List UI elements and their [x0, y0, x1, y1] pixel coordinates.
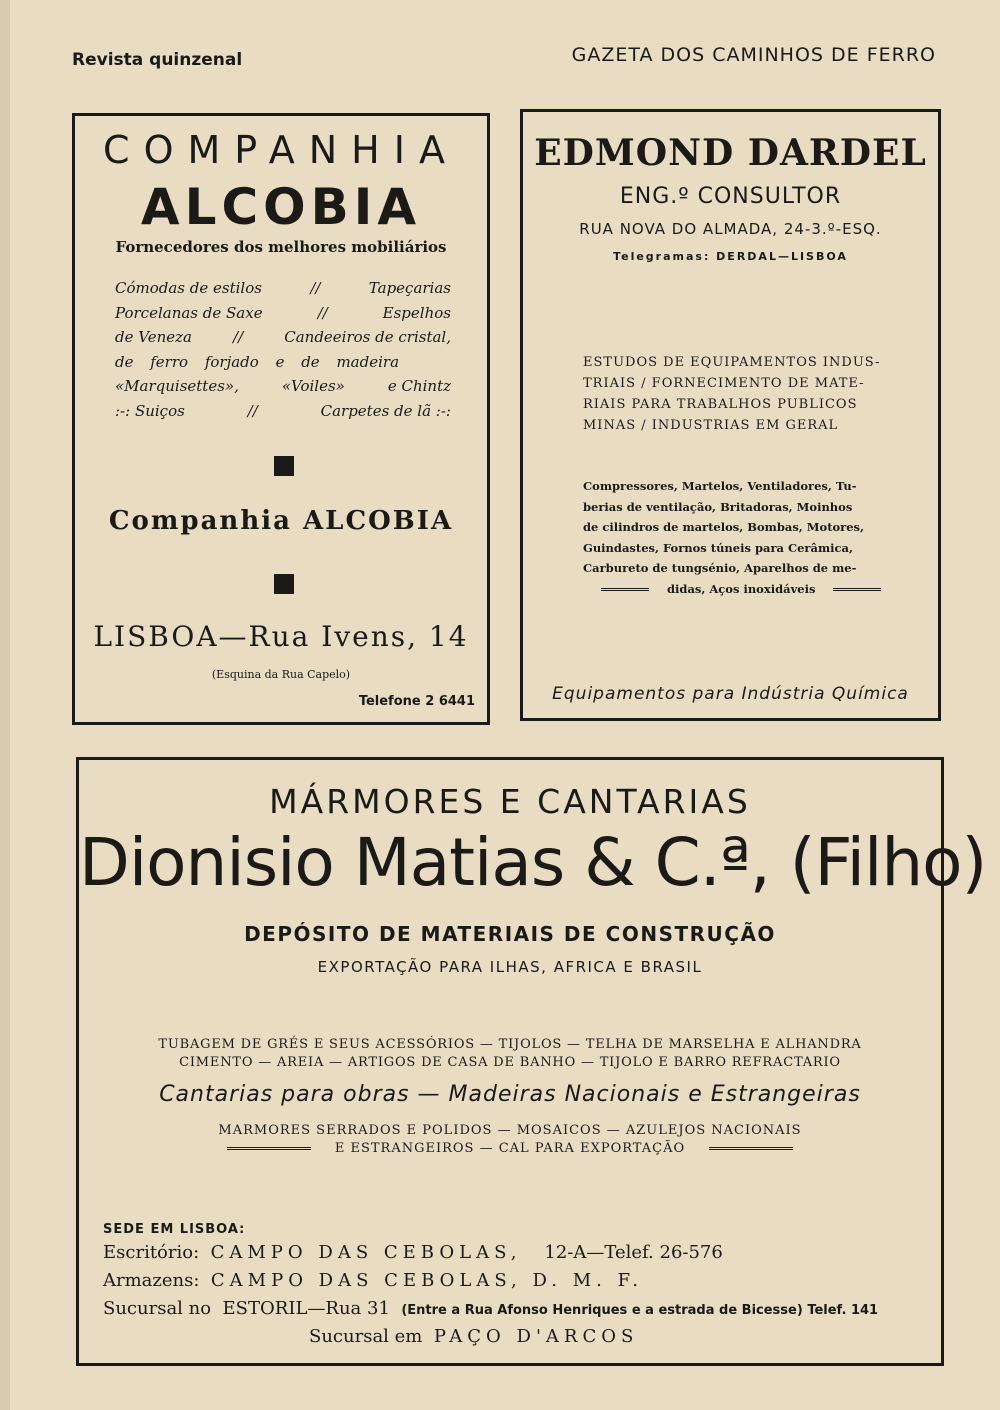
matias-materials — [131, 1036, 889, 1072]
alcobia-title-line1: COMPANHIA — [103, 128, 459, 172]
list-item: RIAIS PARA TRABALHOS PUBLICOS — [583, 397, 858, 412]
dardel-products — [583, 476, 880, 599]
list-item: :-: Suiços // Carpetes de lã :-: — [115, 401, 451, 420]
dardel-address: RUA NOVA DO ALMADA, 24-3.º-ESQ. — [579, 220, 882, 238]
ad-dionisio-matias — [76, 757, 987, 1366]
dardel-studies — [583, 352, 881, 436]
alcobia-address: LISBOA—Rua Ivens, 14 — [93, 620, 469, 653]
dardel-footer: Equipamentos para Indústria Química — [552, 684, 909, 704]
matias-sucursal-estoril: Sucursal no ESTORIL—Rua 31 (Entre a Rua Afonso Henriques e a estrada de Bicesse) Telef. 141 — [103, 1298, 879, 1319]
alcobia-phone: Telefone 2 6441 — [358, 694, 475, 709]
double-rule — [601, 588, 649, 591]
list-item: Carbureto de tungsénio, Aparelhos de me- — [583, 561, 857, 575]
matias-subheading: DEPÓSITO DE MATERIAIS DE CONSTRUÇÃO — [244, 922, 776, 946]
list-item: E ESTRANGEIROS — CAL PARA EXPORTAÇÃO — [79, 1140, 941, 1158]
matias-armazens: Armazens: CAMPO DAS CEBOLAS, D. M. F. — [103, 1270, 643, 1291]
list-item: TRIAIS / FORNECIMENTO DE MATE- — [583, 376, 865, 391]
matias-cantarias: Cantarias para obras — Madeiras Nacionais e Estrangeiras — [159, 1082, 861, 1107]
list-item: berias de ventilação, Britadoras, Moinhos — [583, 499, 853, 514]
list-item: de cilindros de martelos, Bombas, Motores, — [583, 520, 865, 534]
list-item: de Veneza // Candeeiros de cristal, — [115, 328, 451, 346]
header-publication-title: GAZETA DOS CAMINHOS DE FERRO — [571, 44, 936, 66]
square-ornament — [274, 574, 294, 594]
list-item: Cómodas de estilos // Tapeçarias — [115, 279, 451, 297]
alcobia-corner-note: (Esquina da Rua Capelo) — [211, 668, 351, 681]
alcobia-tagline: Fornecedores dos melhores mobiliários — [115, 238, 447, 256]
double-rule — [227, 1147, 311, 1150]
list-item: MARMORES SERRADOS E POLIDOS — MOSAICOS — AZULEJOS NACIONAIS — [218, 1123, 802, 1138]
list-item: Porcelanas de Saxe // Espelhos — [115, 303, 451, 322]
list-item: de ferro forjado e de madeira — [115, 352, 400, 371]
ad-companhia-alcobia — [72, 113, 490, 725]
alcobia-product-list — [115, 276, 451, 423]
list-item: didas, Aços inoxidáveis — [583, 579, 880, 600]
matias-company-name: Dionisio Matias & C.ª, (Filho) — [79, 824, 987, 901]
matias-heading: MÁRMORES E CANTARIAS — [269, 782, 751, 821]
dardel-name: EDMOND DARDEL — [534, 132, 927, 174]
dardel-telegrams: Telegramas: DERDAL—LISBOA — [613, 250, 848, 263]
matias-sede-label: SEDE EM LISBOA: — [103, 1222, 246, 1237]
list-item: Guindastes, Fornos túneis para Cerâmica, — [583, 540, 853, 555]
square-ornament — [274, 456, 294, 476]
list-item: «Marquisettes», «Voiles» e Chintz — [115, 377, 451, 395]
alcobia-title-line2: ALCOBIA — [140, 178, 422, 236]
matias-escritorio: Escritório: CAMPO DAS CEBOLAS, 12-A—Telef. 26-576 — [103, 1242, 723, 1263]
dardel-role: ENG.º CONSULTOR — [619, 184, 842, 209]
list-item: CIMENTO — AREIA — ARTIGOS DE CASA DE BANHO — TIJOLO E BARRO REFRACTARIO — [179, 1055, 841, 1070]
list-item: ESTUDOS DE EQUIPAMENTOS INDUS- — [583, 355, 881, 370]
list-item: TUBAGEM DE GRÉS E SEUS ACESSÓRIOS — TIJOLOS — TELHA DE MARSELHA E ALHANDRA — [158, 1037, 862, 1052]
matias-sucursal-paco-darcos: Sucursal em PAÇO D'ARCOS — [309, 1326, 639, 1347]
matias-export: EXPORTAÇÃO PARA ILHAS, AFRICA E BRASIL — [317, 958, 703, 976]
double-rule — [833, 588, 881, 591]
alcobia-name-repeat: Companhia ALCOBIA — [108, 506, 454, 536]
header-periodicity: Revista quinzenal — [72, 50, 243, 70]
matias-marmores — [79, 1122, 941, 1158]
page-edge — [0, 0, 10, 1410]
list-item: MINAS / INDUSTRIAS EM GERAL — [583, 418, 839, 433]
double-rule — [709, 1147, 793, 1150]
ad-edmond-dardel — [520, 109, 941, 721]
list-item: Compressores, Martelos, Ventiladores, Tu- — [583, 479, 857, 493]
